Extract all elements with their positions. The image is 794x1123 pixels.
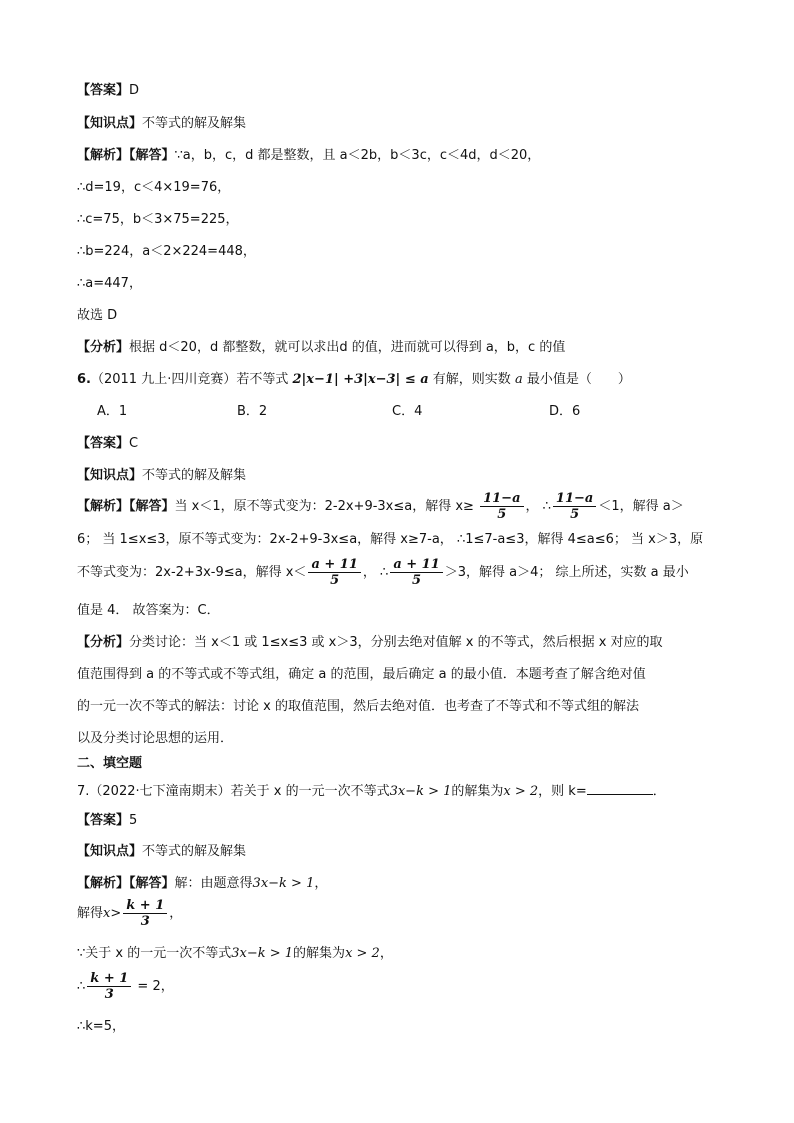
q7-stem-c: ，则 k= (538, 784, 587, 799)
q7-stem (77, 781, 666, 801)
q7-knowledge-line (77, 843, 246, 861)
q7-knowledge: 不等式的解及解集 (142, 844, 247, 859)
answer-blank (587, 781, 653, 795)
q5-answer: D (129, 83, 140, 98)
answer-tag: 【答案】 (77, 813, 130, 828)
q7-step-3-inequality: 3x−k > 1 (231, 946, 294, 961)
q6-step-3b: ， ∴ (362, 565, 389, 580)
q6-analysis-line-3 (77, 556, 689, 590)
q6-summary-line-3: 的一元一次不等式的解法：讨论 x 的取值范围，然后去绝对值．也考查了不等式和不等式组的解法 (77, 699, 639, 714)
q6-option-c: C．4 (392, 404, 423, 419)
q5-step-5: ∴a=447， (77, 276, 142, 291)
q7-step-4a: ∴ (77, 979, 86, 994)
q7-step-2-end: ， (169, 906, 183, 921)
fraction-numerator: k + 1 (123, 898, 167, 914)
q7-inequality: 3x−k > 1 (389, 784, 452, 799)
q6-tail: 有解，则实数 (432, 372, 511, 387)
analysis-tag: 【解析】 (77, 876, 130, 891)
q5-step-6: 故选 D (77, 308, 118, 323)
q5-step-1: ∵a，b，c，d 都是整数，且 a＜2b，b＜3c，c＜4d，d＜20， (174, 148, 541, 163)
q6-knowledge: 不等式的解及解集 (142, 468, 247, 483)
q7-step-4b: = 2， (133, 979, 174, 994)
q6-option-a: A．1 (97, 404, 128, 419)
fraction-denominator: 3 (104, 987, 114, 1002)
fraction-numerator: a + 11 (308, 557, 360, 573)
q7-stem-b: 的解集为 (451, 784, 504, 799)
q6-option-b: B．2 (237, 404, 268, 419)
q7-analysis-line-1 (77, 875, 327, 893)
q5-answer-line (77, 82, 139, 100)
q7-analysis-line-2 (77, 897, 182, 931)
q7-stem-a: 7.（2022·七下潼南期末）若关于 x 的一元一次不等式 (77, 784, 390, 799)
q6-step-1c: ＜1，解得 a＞ (598, 499, 684, 514)
summary-tag: 【分析】 (77, 635, 130, 650)
q7-step-1-inequality: 3x−k > 1 (252, 876, 315, 891)
q7-analysis-line-5: ∴k=5， (77, 1019, 125, 1034)
analysis-tag: 【解析】 (77, 148, 130, 163)
summary-tag: 【分析】 (77, 340, 130, 355)
q7-answer-line (77, 812, 137, 830)
q6-summary-line-2: 值范围得到 a 的不等式或不等式组，确定 a 的范围，最后确定 a 的最小值．本题考查了解含绝对值 (77, 667, 646, 682)
q6-expression: 2|x−1| +3|x−3| ≤ a (292, 372, 429, 387)
fraction-denominator: 5 (412, 573, 422, 588)
q7-fraction-repeat (87, 971, 131, 1002)
q6-fraction-1-repeat (553, 491, 596, 522)
q7-analysis-line-4 (77, 970, 174, 1004)
q6-step-3c: ＞3，解得 a＞4； 综上所述，实数 a 最小 (444, 565, 689, 580)
q6-knowledge-line (77, 467, 246, 485)
q5-summary: 根据 d＜20，d 都整数，就可以求出d 的值，进而就可以得到 a，b，c 的值 (129, 340, 566, 355)
q7-fraction (123, 898, 167, 929)
q5-step-4: ∴b=224，a＜2×224=448， (77, 244, 256, 259)
q7-stem-end: ． (652, 784, 666, 799)
q7-step-1-end: ， (314, 876, 328, 891)
q7-step-2a: 解得 (77, 906, 104, 921)
q6-stem (77, 371, 631, 389)
knowledge-tag: 【知识点】 (77, 844, 143, 859)
q5-summary-line (77, 339, 565, 357)
q7-step-3-end: ， (379, 946, 393, 961)
q7-solution-set: x > 2 (503, 784, 539, 799)
fraction-numerator: 11−a (553, 491, 596, 507)
q5-knowledge-line (77, 115, 246, 133)
q6-fraction-1 (480, 491, 523, 522)
section-title: 二、填空题 (77, 756, 143, 771)
q6-end: 最小值是（ ） (526, 372, 631, 387)
q5-step-3: ∴c=75，b＜3×75=225， (77, 212, 239, 227)
q6-summary-line-4: 以及分类讨论思想的运用． (77, 731, 234, 746)
q6-step-1a: 当 x＜1，原不等式变为：2-2x+9-3x≤a，解得 x≥ (174, 499, 474, 514)
q6-answer: C (129, 436, 139, 451)
q6-analysis-line-2: 6； 当 1≤x≤3，原不等式变为：2x-2+9-3x≤a，解得 x≥7-a， ∴1≤7-a≤3，解得 4≤a≤6； 当 x＞3，原 (77, 532, 704, 547)
knowledge-tag: 【知识点】 (77, 468, 143, 483)
fraction-denominator: 3 (140, 914, 150, 929)
q6-var: a (514, 372, 523, 387)
knowledge-tag: 【知识点】 (77, 116, 143, 131)
q7-step-3b: 的解集为 (293, 946, 346, 961)
solution-tag: 【解答】 (129, 148, 175, 163)
fraction-numerator: a + 11 (390, 557, 442, 573)
q5-analysis-line (77, 147, 540, 165)
analysis-tag: 【解析】 (77, 499, 130, 514)
q6-fraction-2-repeat (390, 557, 442, 588)
q7-step-3a: ∵关于 x 的一元一次不等式 (77, 946, 232, 961)
fraction-denominator: 5 (497, 507, 507, 522)
q6-analysis-line-1 (77, 490, 684, 524)
q6-source: （2011 九上·四川竞赛）若不等式 (90, 372, 289, 387)
q7-analysis-line-3 (77, 945, 393, 963)
answer-tag: 【答案】 (77, 436, 130, 451)
q6-analysis-line-4: 值是 4． 故答案为：C． (77, 603, 220, 618)
fraction-denominator: 5 (330, 573, 340, 588)
q6-number: 6. (77, 372, 91, 387)
fraction-numerator: k + 1 (87, 971, 131, 987)
q6-option-d: D．6 (549, 404, 581, 419)
q6-summary-1: 分类讨论：当 x＜1 或 1≤x≤3 或 x＞3，分别去绝对值解 x 的不等式，然后根据 x 对应的取 (129, 635, 663, 650)
fraction-denominator: 5 (570, 507, 580, 522)
q6-answer-line (77, 435, 138, 453)
q6-fraction-2 (308, 557, 360, 588)
q5-step-2: ∴d=19，c＜4×19=76， (77, 180, 231, 195)
q6-summary-line-1 (77, 634, 663, 652)
q7-step-1a: 解：由题意得 (174, 876, 253, 891)
q5-knowledge: 不等式的解及解集 (142, 116, 247, 131)
q7-step-2-gt: x> (103, 906, 122, 921)
solution-tag: 【解答】 (129, 876, 175, 891)
q6-options (97, 403, 689, 421)
fraction-numerator: 11−a (480, 491, 523, 507)
q6-step-1b: ， ∴ (525, 499, 551, 514)
q7-step-3-solution: x > 2 (345, 946, 380, 961)
q7-answer: 5 (129, 813, 138, 828)
q6-step-3a: 不等式变为：2x-2+3x-9≤a，解得 x＜ (77, 565, 307, 580)
answer-tag: 【答案】 (77, 83, 130, 98)
solution-tag: 【解答】 (129, 499, 175, 514)
